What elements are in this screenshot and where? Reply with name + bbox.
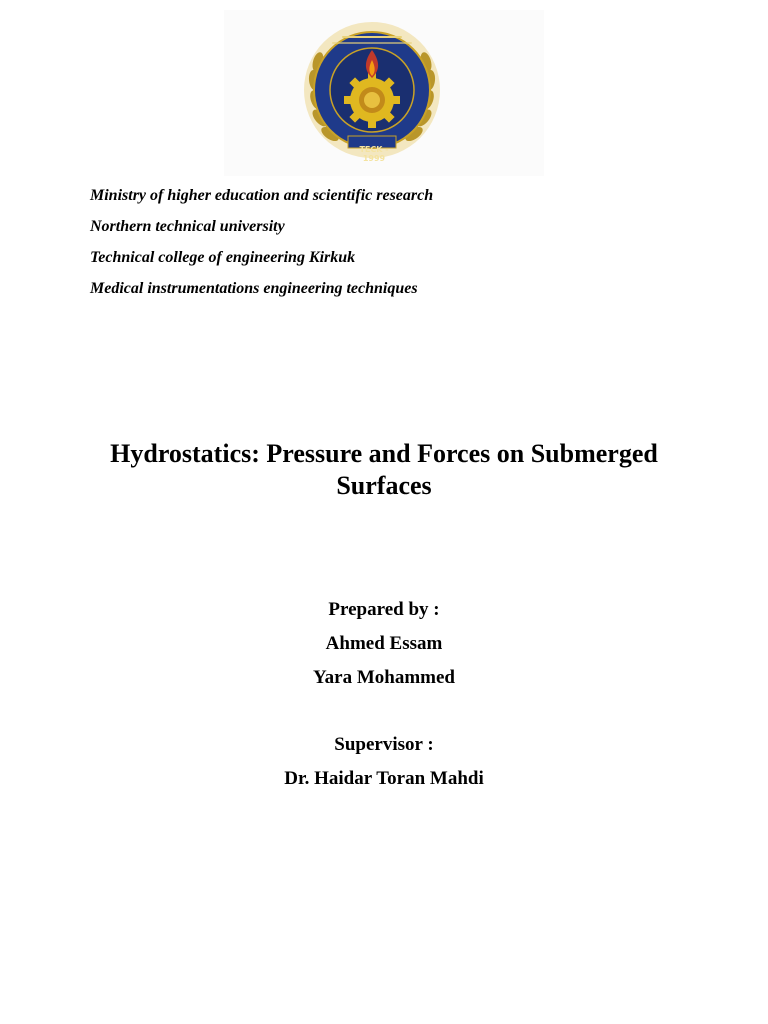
supervisor-section — [0, 728, 768, 796]
department-line: Medical instrumentations engineering techniques — [90, 280, 418, 297]
author-name: Yara Mohammed — [313, 667, 455, 688]
university-line: Northern technical university — [90, 218, 285, 235]
prepared-by-label: Prepared by : — [328, 599, 440, 620]
prepared-by-section — [0, 593, 768, 695]
university-seal-logo — [302, 20, 442, 160]
logo-area — [224, 10, 544, 176]
supervisor-label: Supervisor : — [334, 734, 434, 755]
institution-header — [90, 185, 433, 309]
supervisor-name: Dr. Haidar Toran Mahdi — [284, 768, 484, 789]
ministry-line: Ministry of higher education and scientific research — [90, 187, 434, 204]
gear-icon — [344, 72, 400, 128]
report-title: Hydrostatics: Pressure and Forces on Submerged Surfaces — [110, 439, 658, 500]
college-line: Technical college of engineering Kirkuk — [90, 249, 356, 266]
seal-text: TECK - 1999 — [359, 145, 389, 163]
author-name: Ahmed Essam — [325, 633, 443, 654]
